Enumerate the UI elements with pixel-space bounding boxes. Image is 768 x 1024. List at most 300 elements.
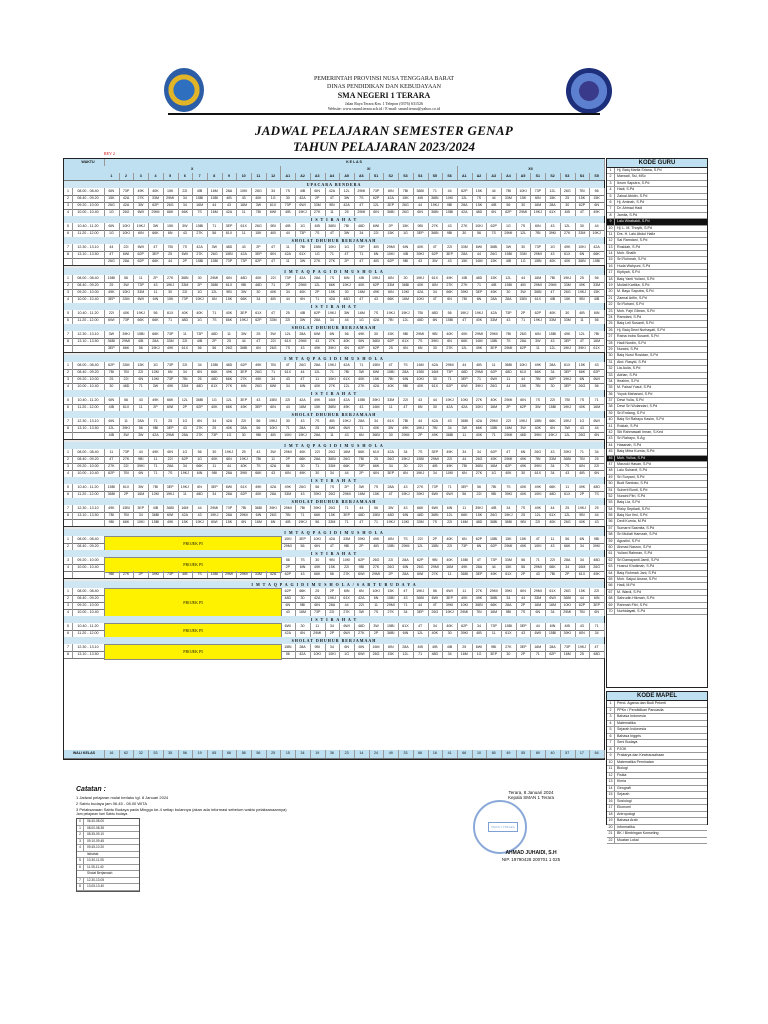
subject-cell: 19KJ: [339, 282, 355, 289]
subject-cell: 3W: [354, 609, 370, 616]
catatan-note: 1 Jadwal pelajaran mulai berlaku tgl. 8 Januari 2024: [76, 795, 169, 800]
letterhead-line1: PEMERINTAH PROVINSI NUSA TENGGARA BARAT: [313, 76, 455, 82]
subject-cell: 19KJ: [589, 230, 605, 237]
opening-band: I M T A Q P A G I D I M U S H O L A / S A B T U B U D A Y A: [64, 581, 604, 588]
subject-cell: 33M: [178, 282, 194, 289]
time-slot: 09.20 - 10.00: [72, 289, 105, 296]
subject-cell: 6WI: [472, 644, 488, 651]
subject-cell: 42A: [266, 463, 282, 470]
subject-cell: 66K: [369, 463, 385, 470]
kode-guru-number: 70: [607, 609, 615, 614]
subject-cell: 22I: [442, 519, 458, 526]
subject-cell: 40K: [222, 310, 238, 317]
subject-cell: 36BI: [428, 195, 444, 202]
subject-cell: 6IN: [413, 209, 429, 216]
projek-p5-block: PROJEK P5: [104, 536, 282, 552]
subject-cell: 7S: [516, 609, 532, 616]
time-slot: 11.20 - 12.00: [72, 630, 105, 637]
kode-mapel-number: 15: [607, 792, 615, 798]
kode-guru-name: Sri Rohani, S.Pd: [617, 302, 644, 307]
subject-cell: 29MI: [207, 275, 223, 282]
subject-cell: 49K: [222, 369, 238, 376]
subject-cell: 6N: [192, 369, 208, 376]
subject-cell: 28A: [398, 644, 414, 651]
subject-cell: 7BI: [295, 505, 311, 512]
subject-cell: 7S: [398, 536, 414, 543]
kode-guru-name: Baiq Leli Susanti, S.Pd: [617, 321, 654, 326]
subject-cell: 25: [589, 456, 605, 463]
subject-cell: 16M: [428, 369, 444, 376]
jam-table-row: [77, 884, 139, 891]
kode-mapel-name: Sejarah: [617, 792, 630, 796]
subject-cell: 15BI: [369, 362, 385, 369]
subject-cell: 34: [178, 195, 194, 202]
subject-cell: 48D: [413, 317, 429, 324]
subject-cell: 43: [545, 223, 561, 230]
subject-cell: 16M: [457, 519, 473, 526]
subject-cell: 36BI: [207, 282, 223, 289]
subject-cell: 44: [589, 425, 605, 432]
subject-cell: 36BI: [398, 282, 414, 289]
class-label: S6: [442, 173, 458, 180]
subject-cell: 2P: [325, 630, 341, 637]
wali-kelas-code: 36: [325, 750, 341, 758]
subject-cell: 66K: [163, 209, 179, 216]
subject-cell: 11: [383, 404, 399, 411]
subject-cell: 3EP: [236, 310, 252, 317]
wali-kelas-code: 65: [486, 750, 502, 758]
subject-cell: 56: [457, 491, 473, 498]
subject-cell: 26G: [295, 362, 311, 369]
jam-number: 4: [64, 609, 73, 616]
time-slot: [72, 345, 105, 352]
subject-cell: 2P: [339, 484, 355, 491]
subject-cell: 19KJ: [236, 456, 252, 463]
time-slot: 09.20 - 10.00: [72, 463, 105, 470]
subject-cell: 6N: [207, 296, 223, 303]
subject-cell: 6IN: [369, 209, 385, 216]
subject-cell: 44: [442, 188, 458, 195]
subject-cell: 66K: [119, 519, 135, 526]
subject-cell: 62P: [530, 310, 546, 317]
subject-cell: 4IB: [428, 463, 444, 470]
subject-cell: 26G: [560, 289, 576, 296]
subject-cell: 7S: [295, 557, 311, 564]
subject-cell: 42A: [383, 195, 399, 202]
subject-cell: 16M: [236, 202, 252, 209]
class-label: S4: [575, 173, 591, 180]
subject-cell: 27K: [472, 470, 488, 477]
subject-cell: 29MI: [501, 543, 517, 550]
subject-cell: 4T: [428, 244, 444, 251]
kode-guru-name: Hj. Aminah, S.Pd: [617, 199, 645, 204]
grid-header-classes: [64, 173, 604, 181]
subject-cell: 27K: [472, 588, 488, 595]
subject-cell: 3EP: [207, 484, 223, 491]
subject-cell: 56: [369, 505, 385, 512]
subject-cell: 6WI: [133, 244, 149, 251]
subject-cell: 39KI: [472, 505, 488, 512]
kode-mapel-number: 5: [607, 727, 615, 733]
subject-cell: 66K: [457, 512, 473, 519]
subject-cell: 43: [354, 404, 370, 411]
kode-guru-number: 39: [607, 411, 615, 416]
subject-cell: 43: [236, 195, 252, 202]
jam-table-number: 6: [77, 865, 84, 871]
subject-cell: 39KI: [413, 491, 429, 498]
subject-cell: 6N: [575, 376, 591, 383]
time-slot: 08.40 - 09.20: [72, 543, 105, 550]
subject-cell: 11: [280, 244, 296, 251]
subject-cell: 40K: [442, 623, 458, 630]
subject-cell: 6N: [516, 449, 532, 456]
subject-cell: 73P: [178, 296, 194, 303]
subject-cell: 33M: [133, 289, 149, 296]
subject-cell: 4T: [589, 644, 605, 651]
subject-cell: 19KJ: [398, 456, 414, 463]
subject-cell: 34: [545, 609, 561, 616]
subject-cell: 42A: [457, 404, 473, 411]
wali-kelas-code: 16: [104, 750, 120, 758]
subject-cell: 6IN: [545, 623, 561, 630]
subject-cell: 39KI: [148, 571, 164, 578]
subject-cell: 1G: [501, 223, 517, 230]
subject-cell: 36BI: [457, 571, 473, 578]
kode-guru-name: Husnul Khotimah, S.Pd: [617, 564, 655, 569]
subject-cell: 28A: [501, 296, 517, 303]
subject-cell: 6WI: [589, 376, 605, 383]
subject-cell: 15K: [589, 195, 605, 202]
subject-cell: 26G: [251, 369, 267, 376]
subject-cell: 26G: [383, 456, 399, 463]
subject-cell: 71: [310, 296, 326, 303]
subject-cell: 29MI: [339, 491, 355, 498]
subject-cell: 2P: [251, 244, 267, 251]
subject-cell: 36BI: [325, 223, 341, 230]
subject-cell: 26G: [398, 209, 414, 216]
subject-cell: 71: [516, 317, 532, 324]
subject-cell: 30: [428, 376, 444, 383]
subject-cell: 44: [339, 317, 355, 324]
kode-guru-number: 48: [607, 468, 615, 473]
subject-cell: 25: [560, 195, 576, 202]
subject-cell: 4IB: [354, 275, 370, 282]
subject-cell: 15K: [560, 296, 576, 303]
subject-cell: 26G: [207, 251, 223, 258]
subject-cell: 61X: [530, 470, 546, 477]
subject-cell: 49K: [442, 449, 458, 456]
subject-cell: 25: [280, 310, 296, 317]
jam-number: 7: [64, 244, 73, 251]
subject-cell: 34: [207, 491, 223, 498]
subject-cell: 48D: [472, 275, 488, 282]
subject-cell: 36BI: [472, 463, 488, 470]
subject-cell: 3W: [501, 244, 517, 251]
subject-cell: 10KI: [413, 376, 429, 383]
subject-cell: 49K: [398, 425, 414, 432]
jam-number: 6: [64, 404, 73, 411]
subject-cell: 2P: [383, 223, 399, 230]
subject-cell: 44: [222, 463, 238, 470]
subject-cell: 62P: [192, 404, 208, 411]
subject-cell: 39KI: [413, 251, 429, 258]
subject-cell: 7S: [178, 244, 194, 251]
jam-number: 8: [64, 425, 73, 432]
subject-cell: 43: [369, 296, 385, 303]
subject-cell: 6IN: [192, 470, 208, 477]
subject-cell: 12L: [104, 425, 120, 432]
kode-mapel-name: Bahasa Indonesia: [617, 714, 646, 718]
subject-cell: 6IN: [104, 397, 120, 404]
istirahat-band: I S T I R A H A T: [64, 216, 604, 223]
subject-cell: 7BI: [501, 331, 517, 338]
kode-guru-name: Sri Muliati Hamzah, S.Pd: [617, 532, 657, 537]
subject-cell: 22I: [119, 244, 135, 251]
time-slot: 13.10 - 13.50: [72, 251, 105, 258]
jam-table-number: 2: [77, 832, 84, 838]
subject-cell: 29MI: [310, 630, 326, 637]
jam-table-time: 12.30-13.05: [87, 877, 105, 882]
subject-cell: 15BI: [545, 331, 561, 338]
subject-cell: 3W: [516, 289, 532, 296]
subject-cell: 66K: [119, 345, 135, 352]
subject-cell: 28A: [383, 484, 399, 491]
subject-cell: 56: [442, 310, 458, 317]
class-label: A2: [472, 173, 488, 180]
subject-cell: 30: [442, 630, 458, 637]
subject-cell: 10KI: [119, 289, 135, 296]
subject-cell: 22I: [178, 289, 194, 296]
subject-cell: 34: [325, 470, 341, 477]
subject-cell: 73P: [222, 258, 238, 265]
class-label: A5: [339, 173, 355, 180]
subject-cell: 6IN: [428, 282, 444, 289]
subject-cell: 28A: [266, 491, 282, 498]
subject-cell: 9BI: [575, 296, 591, 303]
subject-cell: 3W: [236, 331, 252, 338]
subject-cell: 27K: [457, 223, 473, 230]
subject-cell: 43: [295, 571, 311, 578]
subject-cell: 62P: [575, 202, 591, 209]
subject-cell: 4T: [398, 588, 414, 595]
subject-cell: 34: [251, 296, 267, 303]
subject-cell: 6IN: [104, 418, 120, 425]
subject-cell: 42A: [589, 244, 605, 251]
kode-guru-number: 31: [607, 360, 615, 365]
projek-p5-block: PROJEK P5: [104, 623, 282, 639]
subject-cell: 34: [192, 362, 208, 369]
subject-cell: 25: [516, 512, 532, 519]
subject-cell: 66K: [295, 456, 311, 463]
subject-cell: 10KI: [457, 602, 473, 609]
subject-cell: 1G: [104, 230, 120, 237]
subject-cell: 26G: [266, 345, 282, 352]
kode-guru-name: Huda Wahyuni, S.Pd: [617, 263, 651, 268]
subject-cell: 56: [280, 651, 296, 658]
time-slot: 09.20 - 10.00: [72, 202, 105, 209]
subject-cell: 3EP: [163, 484, 179, 491]
subject-cell: 26G: [589, 564, 605, 571]
subject-cell: 4IB: [266, 432, 282, 439]
subject-cell: 36BI: [383, 209, 399, 216]
subject-cell: 44: [486, 564, 502, 571]
jam-number: 5: [64, 397, 73, 404]
subject-cell: 10KI: [516, 188, 532, 195]
subject-cell: 30: [457, 230, 473, 237]
time-slot: 08.00 - 08.40: [72, 362, 105, 369]
subject-cell: 12L: [280, 331, 296, 338]
jam-table-time: 08.35-09.10: [87, 832, 105, 836]
subject-cell: 7S: [192, 209, 208, 216]
subject-cell: 4IB: [178, 571, 194, 578]
subject-cell: 16M: [530, 602, 546, 609]
kode-mapel-name: Kimia: [617, 779, 626, 783]
kode-guru-name: Hj. Baiq Dewi Nurhayati, S.Pd: [617, 327, 665, 332]
subject-cell: 36BI: [251, 505, 267, 512]
jam-number: 7: [64, 505, 73, 512]
subject-cell: 15K: [383, 230, 399, 237]
subject-cell: 29MI: [354, 188, 370, 195]
subject-cell: 28A: [178, 432, 194, 439]
subject-cell: 6WI: [163, 404, 179, 411]
subject-cell: 28A: [310, 432, 326, 439]
subject-cell: 44: [516, 275, 532, 282]
kode-guru-number: 66: [607, 583, 615, 588]
subject-cell: 7BI: [163, 244, 179, 251]
subject-cell: 34: [428, 289, 444, 296]
stamp-label: SMAN 1 TERARA: [488, 822, 518, 832]
subject-cell: 29MI: [530, 282, 546, 289]
subject-cell: 29MI: [501, 397, 517, 404]
subject-cell: 73P: [486, 557, 502, 564]
subject-cell: 40K: [516, 484, 532, 491]
subject-cell: 2P: [516, 651, 532, 658]
subject-cell: 6N: [163, 230, 179, 237]
subject-cell: 6N: [413, 345, 429, 352]
jam-table-time: 13.05-13.40: [87, 884, 105, 888]
subject-cell: 22I: [178, 188, 194, 195]
subject-cell: 11: [148, 289, 164, 296]
subject-cell: 42A: [295, 651, 311, 658]
subject-cell: 62P: [501, 463, 517, 470]
subject-cell: 3EP: [516, 644, 532, 651]
subject-cell: 40K: [442, 557, 458, 564]
kode-guru-name: Hasanah, S.Pd: [617, 442, 642, 447]
subject-cell: 16M: [575, 564, 591, 571]
subject-cell: 6N: [589, 470, 605, 477]
subject-cell: 6IN: [104, 223, 120, 230]
subject-cell: 44: [501, 383, 517, 390]
kode-guru-name: Marzuki Hasan, S.Pd: [617, 461, 651, 466]
subject-cell: 19KJ: [398, 310, 414, 317]
subject-cell: 39KI: [560, 630, 576, 637]
kode-mapel-number: 3: [607, 714, 615, 720]
subject-cell: 62P: [310, 310, 326, 317]
subject-cell: 10KI: [325, 651, 341, 658]
jam-number: 5: [64, 484, 73, 491]
subject-cell: 56: [251, 425, 267, 432]
subject-cell: 49K: [442, 463, 458, 470]
time-slot: 11.20 - 12.00: [72, 317, 105, 324]
subject-cell: 22I: [442, 456, 458, 463]
subject-cell: 48D: [472, 209, 488, 216]
kode-guru-name: Suherti Bunti, S.Pd: [617, 487, 648, 492]
subject-cell: 4IB: [280, 209, 296, 216]
subject-cell: 39KI: [310, 505, 326, 512]
subject-cell: 9BI: [486, 644, 502, 651]
subject-cell: 34: [560, 564, 576, 571]
subject-cell: 34: [472, 449, 488, 456]
subject-cell: 26G: [575, 383, 591, 390]
subject-cell: 7BI: [530, 456, 546, 463]
subject-cell: 71: [486, 432, 502, 439]
subject-cell: 29MI: [516, 209, 532, 216]
kode-guru-name: Marwati, Ssi, MSc: [617, 174, 646, 179]
subject-cell: 56: [501, 202, 517, 209]
kode-guru-number: 16: [607, 264, 615, 269]
subject-cell: 3EP: [486, 651, 502, 658]
subject-cell: 34: [428, 470, 444, 477]
subject-cell: 39KI: [560, 449, 576, 456]
subject-cell: 43: [442, 223, 458, 230]
subject-cell: 7BI: [119, 512, 135, 519]
subject-cell: 49K: [163, 345, 179, 352]
subject-cell: 26G: [295, 484, 311, 491]
subject-cell: 3W: [457, 425, 473, 432]
subject-cell: 6WI: [178, 251, 194, 258]
class-label: 1: [104, 173, 120, 180]
subject-cell: 71: [530, 557, 546, 564]
kode-guru-name: Ahmad Nasrun, S.Pd: [617, 545, 651, 550]
subject-cell: 7BI: [339, 369, 355, 376]
subject-cell: 11: [310, 623, 326, 630]
subject-cell: 6N: [354, 588, 370, 595]
subject-cell: 44: [207, 202, 223, 209]
subject-cell: 9BI: [104, 571, 120, 578]
subject-cell: 39KI: [133, 463, 149, 470]
subject-cell: 4T: [266, 258, 282, 265]
wali-kelas-code: 56: [251, 750, 267, 758]
subject-cell: 44: [413, 602, 429, 609]
subject-cell: 3EP: [413, 230, 429, 237]
class-label: A3: [310, 173, 326, 180]
subject-cell: 49K: [442, 275, 458, 282]
subject-cell: 48D: [354, 223, 370, 230]
subject-cell: 43: [545, 543, 561, 550]
subject-cell: 7BI: [280, 512, 296, 519]
kode-guru-number: 7: [607, 206, 615, 211]
subject-cell: 3EP: [236, 397, 252, 404]
subject-cell: 30: [383, 432, 399, 439]
jam-table-number: 1: [77, 826, 84, 832]
subject-cell: 39KI: [501, 491, 517, 498]
kode-guru-name: M. Faisal Yusuf, S.Pd: [617, 385, 652, 390]
class-label: S1: [369, 173, 385, 180]
subject-cell: 56: [192, 449, 208, 456]
jam-table-time: 09.45-10.20: [87, 845, 105, 849]
jam-table-time: Istirahat: [87, 851, 99, 856]
subject-cell: 1G: [545, 244, 561, 251]
kode-guru-number: 21: [607, 296, 615, 301]
subject-cell: 16M: [354, 491, 370, 498]
subject-cell: 48D: [222, 244, 238, 251]
kode-mapel-number: 4: [607, 721, 615, 727]
subject-cell: 33M: [310, 202, 326, 209]
subject-cell: 15BI: [501, 282, 517, 289]
subject-cell: 3EP: [457, 376, 473, 383]
subject-cell: 40K: [192, 310, 208, 317]
subject-cell: 34: [575, 543, 591, 550]
